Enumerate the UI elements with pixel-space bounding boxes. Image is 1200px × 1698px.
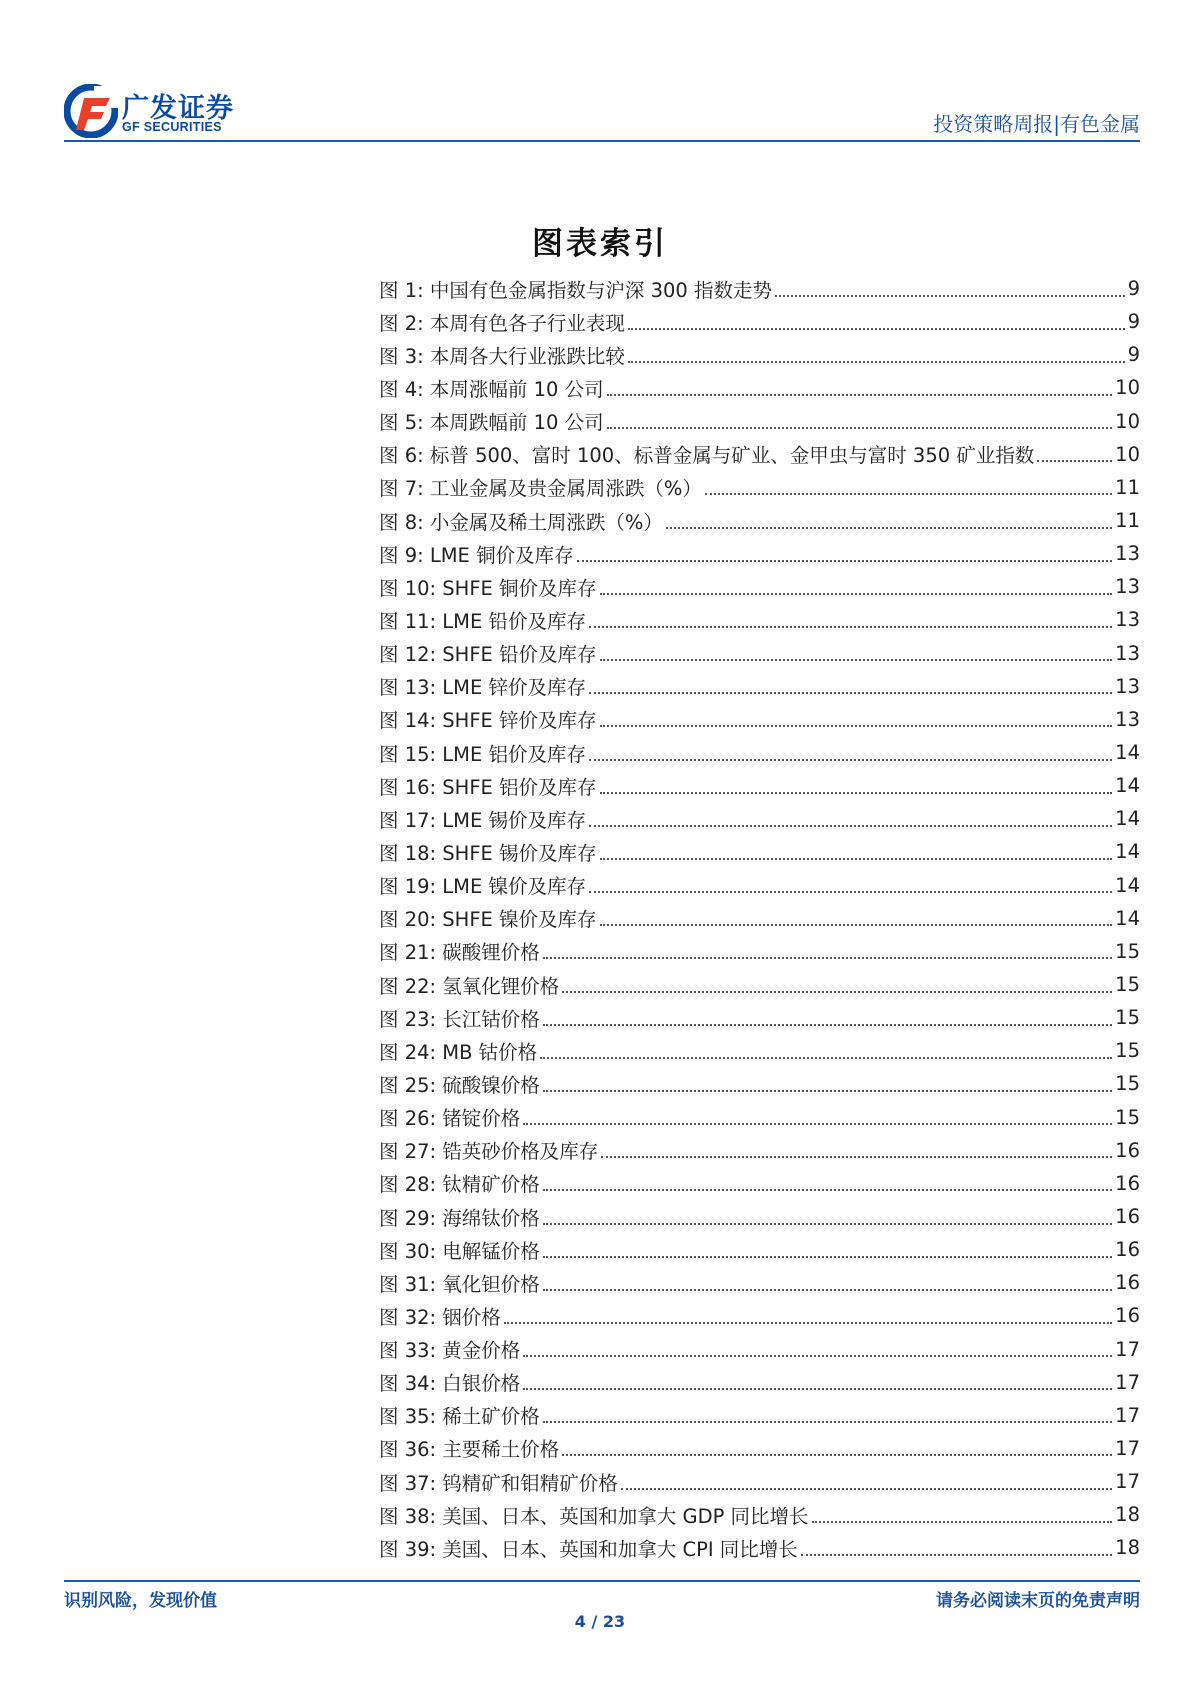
- header-divider: [64, 140, 1140, 142]
- toc-leader-dots: [543, 957, 1112, 959]
- toc-leader-dots: [523, 1388, 1112, 1390]
- toc-entry-label: 图 11: LME 铅价及库存: [379, 609, 586, 633]
- footer-slogan: 识别风险，发现价值: [64, 1591, 217, 1611]
- toc-leader-dots: [543, 1024, 1112, 1026]
- toc-entry[interactable]: [379, 1531, 1140, 1564]
- toc-leader-dots: [543, 1223, 1112, 1225]
- toc-entry-label: 图 6: 标普 500、富时 100、标普金属与矿业、金甲虫与富时 350 矿业指数: [379, 444, 1035, 468]
- toc-entry-label: 图 19: LME 镍价及库存: [379, 875, 586, 899]
- toc-entry-page: 14: [1115, 741, 1140, 765]
- footer-divider: [64, 1580, 1140, 1582]
- toc-entry[interactable]: [379, 504, 1140, 537]
- toc-leader-dots: [666, 527, 1112, 529]
- toc-entry[interactable]: [379, 769, 1140, 802]
- toc-entry-label: 图 7: 工业金属及贵金属周涨跌（%）: [379, 477, 702, 501]
- toc-entry-label: 图 28: 钛精矿价格: [379, 1173, 540, 1197]
- toc-entry-page: 15: [1115, 1072, 1140, 1096]
- disclaimer-notice: 请务必阅读末页的免责声明: [936, 1591, 1140, 1611]
- toc-entry-page: 13: [1115, 575, 1140, 599]
- toc-entry[interactable]: [379, 1498, 1140, 1531]
- toc-entry-label: 图 37: 钨精矿和钼精矿价格: [379, 1471, 618, 1495]
- toc-leader-dots: [1037, 460, 1112, 462]
- toc-entry-page: 13: [1115, 542, 1140, 566]
- page-title: 图表索引: [532, 226, 668, 262]
- toc-entry-page: 11: [1115, 475, 1140, 499]
- toc-entry-label: 图 32: 铟价格: [379, 1305, 501, 1329]
- toc-leader-dots: [540, 1057, 1112, 1059]
- toc-entry-label: 图 38: 美国、日本、英国和加拿大 GDP 同比增长: [379, 1504, 809, 1528]
- toc-leader-dots: [523, 1355, 1112, 1357]
- toc-entry-page: 16: [1115, 1171, 1140, 1195]
- toc-entry[interactable]: [379, 338, 1140, 371]
- toc-entry[interactable]: [379, 1432, 1140, 1465]
- toc-entry[interactable]: [379, 869, 1140, 902]
- toc-entry-label: 图 30: 电解锰价格: [379, 1239, 540, 1263]
- toc-entry[interactable]: [379, 1167, 1140, 1200]
- toc-entry[interactable]: [379, 902, 1140, 935]
- toc-entry-label: 图 2: 本周有色各子行业表现: [379, 311, 625, 335]
- toc-entry-page: 13: [1115, 674, 1140, 698]
- toc-entry-label: 图 27: 锆英砂价格及库存: [379, 1140, 599, 1164]
- toc-entry-page: 10: [1115, 442, 1140, 466]
- toc-leader-dots: [562, 1454, 1112, 1456]
- report-type: 投资策略周报|有色金属: [933, 112, 1140, 136]
- toc-entry[interactable]: [379, 603, 1140, 636]
- toc-entry-page: 18: [1115, 1503, 1140, 1527]
- toc-leader-dots: [801, 1554, 1112, 1556]
- toc-entry[interactable]: [379, 1101, 1140, 1134]
- toc-entry-page: 15: [1115, 973, 1140, 997]
- page-number: 4 / 23: [574, 1612, 626, 1631]
- toc-leader-dots: [589, 759, 1112, 761]
- toc-entry[interactable]: [379, 703, 1140, 736]
- figure-index-list: [379, 272, 1140, 1564]
- toc-entry-label: 图 15: LME 铝价及库存: [379, 742, 586, 766]
- toc-entry-label: 图 1: 中国有色金属指数与沪深 300 指数走势: [379, 278, 772, 302]
- logo-english-name: GF SECURITIES: [122, 120, 222, 134]
- toc-leader-dots: [607, 394, 1113, 396]
- toc-entry-label: 图 24: MB 钴价格: [379, 1040, 538, 1064]
- toc-entry[interactable]: [379, 968, 1140, 1001]
- toc-entry-label: 图 4: 本周涨幅前 10 公司: [379, 377, 604, 401]
- toc-entry-label: 图 14: SHFE 锌价及库存: [379, 709, 597, 733]
- toc-entry[interactable]: [379, 1034, 1140, 1067]
- toc-leader-dots: [589, 825, 1112, 827]
- toc-entry-label: 图 29: 海绵钛价格: [379, 1206, 540, 1230]
- toc-entry[interactable]: [379, 371, 1140, 404]
- toc-entry-label: 图 20: SHFE 镍价及库存: [379, 908, 597, 932]
- toc-entry-page: 16: [1115, 1271, 1140, 1295]
- toc-leader-dots: [600, 593, 1113, 595]
- toc-entry[interactable]: [379, 835, 1140, 868]
- toc-entry-page: 14: [1115, 774, 1140, 798]
- toc-leader-dots: [775, 295, 1125, 297]
- toc-entry-page: 16: [1115, 1238, 1140, 1262]
- toc-entry-page: 16: [1115, 1138, 1140, 1162]
- toc-entry-label: 图 21: 碳酸锂价格: [379, 941, 540, 965]
- toc-leader-dots: [628, 361, 1125, 363]
- toc-entry-label: 图 25: 硫酸镍价格: [379, 1073, 540, 1097]
- toc-leader-dots: [628, 328, 1125, 330]
- toc-entry-page: 17: [1115, 1470, 1140, 1494]
- toc-leader-dots: [600, 924, 1113, 926]
- toc-entry-page: 15: [1115, 1039, 1140, 1063]
- toc-entry[interactable]: [379, 1333, 1140, 1366]
- toc-entry-page: 18: [1115, 1536, 1140, 1560]
- toc-entry-label: 图 3: 本周各大行业涨跌比较: [379, 344, 625, 368]
- toc-entry-label: 图 5: 本周跌幅前 10 公司: [379, 411, 604, 435]
- toc-entry-label: 图 23: 长江钴价格: [379, 1007, 540, 1031]
- toc-entry[interactable]: [379, 802, 1140, 835]
- toc-entry-label: 图 16: SHFE 铝价及库存: [379, 775, 597, 799]
- toc-entry-page: 13: [1115, 608, 1140, 632]
- toc-entry-page: 14: [1115, 807, 1140, 831]
- toc-entry[interactable]: [379, 736, 1140, 769]
- toc-leader-dots: [589, 692, 1112, 694]
- toc-entry-label: 图 12: SHFE 铅价及库存: [379, 643, 597, 667]
- toc-entry[interactable]: [379, 1001, 1140, 1034]
- toc-leader-dots: [577, 560, 1113, 562]
- toc-entry-page: 13: [1115, 641, 1140, 665]
- toc-entry-label: 图 31: 氧化钽价格: [379, 1272, 540, 1296]
- toc-entry-page: 14: [1115, 840, 1140, 864]
- toc-leader-dots: [812, 1521, 1113, 1523]
- toc-entry-page: 16: [1115, 1205, 1140, 1228]
- toc-leader-dots: [621, 1488, 1112, 1490]
- toc-entry-page: 10: [1115, 376, 1140, 400]
- toc-entry-label: 图 10: SHFE 铜价及库存: [379, 576, 597, 600]
- toc-leader-dots: [607, 427, 1113, 429]
- toc-leader-dots: [543, 1090, 1112, 1092]
- toc-leader-dots: [543, 1289, 1112, 1291]
- toc-leader-dots: [705, 493, 1112, 495]
- toc-entry[interactable]: [379, 405, 1140, 438]
- toc-entry-page: 15: [1115, 939, 1140, 963]
- toc-entry[interactable]: [379, 1134, 1140, 1167]
- toc-entry-page: 13: [1115, 707, 1140, 731]
- toc-entry-page: 11: [1115, 509, 1140, 533]
- toc-entry-label: 图 13: LME 锌价及库存: [379, 676, 586, 700]
- toc-leader-dots: [543, 1189, 1112, 1191]
- toc-entry-page: 9: [1127, 310, 1140, 334]
- toc-entry[interactable]: [379, 1465, 1140, 1498]
- toc-entry-page: 15: [1115, 1006, 1140, 1030]
- toc-entry[interactable]: [379, 637, 1140, 670]
- toc-entry-page: 17: [1115, 1337, 1140, 1361]
- toc-entry-page: 9: [1127, 343, 1140, 367]
- toc-leader-dots: [600, 659, 1113, 661]
- toc-leader-dots: [543, 1421, 1112, 1423]
- toc-entry-page: 10: [1115, 409, 1140, 433]
- toc-entry[interactable]: [379, 1266, 1140, 1299]
- toc-entry[interactable]: [379, 471, 1140, 504]
- page-header: [64, 84, 1140, 140]
- toc-entry[interactable]: [379, 537, 1140, 570]
- toc-leader-dots: [600, 792, 1113, 794]
- toc-entry-label: 图 22: 氢氧化锂价格: [379, 974, 560, 998]
- toc-leader-dots: [600, 725, 1113, 727]
- toc-entry[interactable]: [379, 272, 1140, 305]
- toc-leader-dots: [543, 1256, 1112, 1258]
- toc-entry-label: 图 9: LME 铜价及库存: [379, 543, 574, 567]
- toc-entry-page: 9: [1127, 277, 1140, 301]
- toc-entry[interactable]: [379, 570, 1140, 603]
- toc-entry-page: 14: [1115, 873, 1140, 897]
- toc-entry-label: 图 39: 美国、日本、英国和加拿大 CPI 同比增长: [379, 1537, 798, 1561]
- toc-entry[interactable]: [379, 1299, 1140, 1332]
- toc-leader-dots: [562, 991, 1112, 993]
- toc-entry[interactable]: [379, 935, 1140, 968]
- toc-entry-label: 图 36: 主要稀土价格: [379, 1438, 560, 1462]
- toc-entry[interactable]: [379, 670, 1140, 703]
- toc-entry[interactable]: [379, 1067, 1140, 1100]
- toc-entry[interactable]: [379, 1200, 1140, 1233]
- toc-entry-page: 15: [1115, 1105, 1140, 1129]
- logo-chinese-name: 广发证券: [122, 93, 234, 124]
- toc-entry-label: 图 17: LME 锡价及库存: [379, 808, 586, 832]
- toc-entry-page: 17: [1115, 1403, 1140, 1427]
- toc-leader-dots: [504, 1322, 1112, 1324]
- toc-leader-dots: [523, 1123, 1112, 1125]
- toc-leader-dots: [589, 891, 1112, 893]
- toc-entry[interactable]: [379, 305, 1140, 338]
- toc-entry[interactable]: [379, 1399, 1140, 1432]
- toc-leader-dots: [589, 626, 1112, 628]
- toc-leader-dots: [600, 858, 1113, 860]
- gf-logo-icon: [64, 84, 118, 138]
- toc-entry-label: 图 33: 黄金价格: [379, 1339, 521, 1363]
- toc-entry-page: 14: [1115, 906, 1140, 930]
- toc-entry[interactable]: [379, 1233, 1140, 1266]
- toc-entry-label: 图 8: 小金属及稀土周涨跌（%）: [379, 510, 663, 534]
- gf-securities-logo: [64, 84, 274, 140]
- toc-entry-label: 图 35: 稀土矿价格: [379, 1405, 540, 1429]
- toc-entry-page: 16: [1115, 1304, 1140, 1328]
- toc-entry-label: 图 26: 锗锭价格: [379, 1107, 521, 1131]
- toc-leader-dots: [601, 1156, 1112, 1158]
- toc-entry-page: 17: [1115, 1436, 1140, 1460]
- toc-entry-page: 17: [1115, 1370, 1140, 1394]
- toc-entry-label: 图 34: 白银价格: [379, 1372, 521, 1396]
- toc-entry[interactable]: [379, 438, 1140, 471]
- toc-entry-label: 图 18: SHFE 锡价及库存: [379, 841, 597, 865]
- toc-entry[interactable]: [379, 1366, 1140, 1399]
